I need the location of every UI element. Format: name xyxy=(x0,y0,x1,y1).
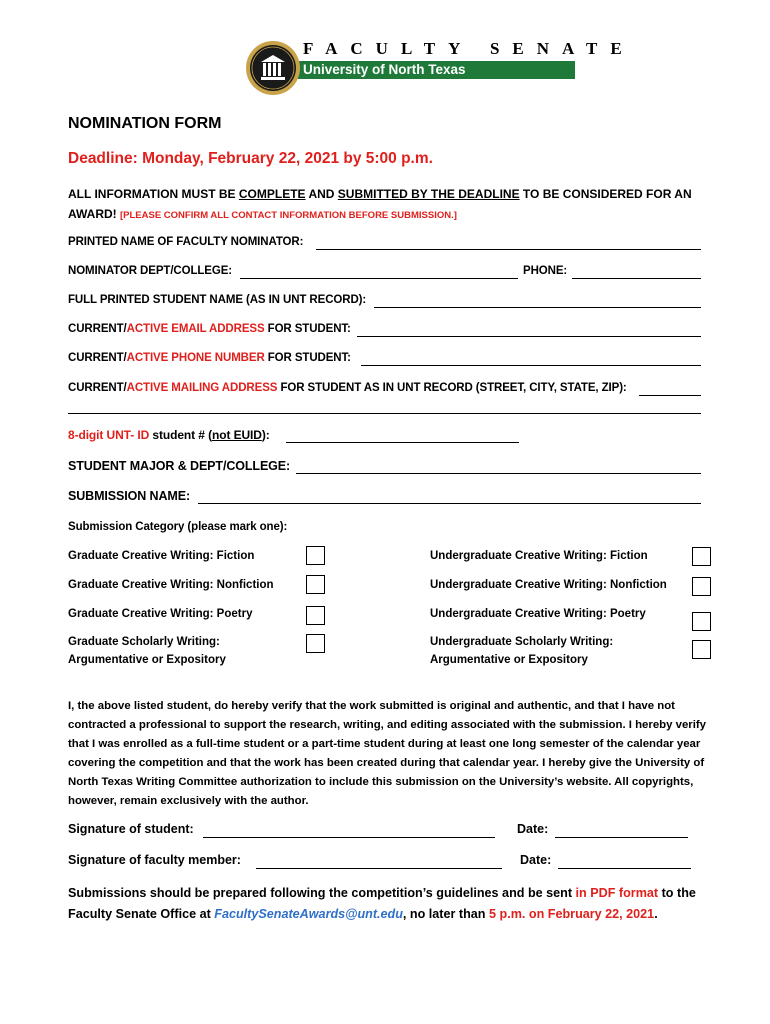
footer-part4: . xyxy=(654,907,658,921)
category-ugrad-poetry-label: Undergraduate Creative Writing: Poetry xyxy=(430,608,646,620)
notice xyxy=(68,184,733,226)
footer-part2: to the Faculty Senate Office at xyxy=(68,886,696,921)
student-phone-line[interactable] xyxy=(361,365,701,366)
phone-red: ACTIVE PHONE NUMBER xyxy=(126,352,265,364)
mail-red: ACTIVE MAILING ADDRESS xyxy=(126,382,278,394)
notice-part1: ALL INFORMATION MUST BE xyxy=(68,187,239,201)
attestation-paragraph: I, the above listed student, do hereby verify that the work submitted is original and authentic, and that I have not contracted a professional to support the research, writing, and editing associated with the submission. I hereby verify that I was enrolled as a full-time student or a part-time student during at least one long semester of the calendar year covering the competition and that the work has been created during that calendar year. I hereby give the University of North Texas Writing Committee authorization to include this submission on the University’s website. All copyrights, however, remain exclusively with the author. xyxy=(68,700,707,807)
email-red: ACTIVE EMAIL ADDRESS xyxy=(126,323,265,335)
email-post: FOR STUDENT: xyxy=(264,323,351,335)
category-grad-scholarly-checkbox[interactable] xyxy=(306,634,325,653)
grad-scholarly-line2: Argumentative or Expository xyxy=(68,654,226,666)
major-line[interactable] xyxy=(296,473,701,474)
id-red: 8-digit UNT- ID xyxy=(68,428,150,442)
student-phone-label xyxy=(68,352,351,364)
student-email-line[interactable] xyxy=(357,336,701,337)
nominator-dept-line[interactable] xyxy=(240,278,518,279)
faculty-signature-line[interactable] xyxy=(256,868,502,869)
category-grad-scholarly-label xyxy=(68,633,226,669)
nominator-dept-label: NOMINATOR DEPT/COLLEGE: xyxy=(68,265,233,277)
nominator-name-line[interactable] xyxy=(316,249,701,250)
header-title-line2: University of North Texas xyxy=(303,62,466,77)
category-ugrad-scholarly-label xyxy=(430,633,613,669)
id-not-euid: not EUID xyxy=(211,428,262,442)
mail-pre: CURRENT/ xyxy=(68,382,127,394)
notice-part3: TO BE CONSIDERED FOR AN AWARD! xyxy=(68,187,692,221)
category-heading: Submission Category (please mark one): xyxy=(68,521,288,533)
id-mid: student # ( xyxy=(149,428,212,442)
footer-deadline: 5 p.m. on February 22, 2021 xyxy=(489,907,655,921)
unt-id-line[interactable] xyxy=(286,442,519,443)
deadline: Deadline: Monday, February 22, 2021 by 5:00 p.m. xyxy=(68,150,433,167)
footer-pdf: in PDF format xyxy=(575,886,659,900)
category-ugrad-nonfiction-checkbox[interactable] xyxy=(692,577,711,596)
email-pre: CURRENT/ xyxy=(68,323,127,335)
category-grad-nonfiction-label: Graduate Creative Writing: Nonfiction xyxy=(68,579,274,591)
notice-part2: AND xyxy=(305,187,338,201)
id-post: ): xyxy=(261,428,270,442)
category-ugrad-poetry-checkbox[interactable] xyxy=(692,612,711,631)
category-grad-fiction-checkbox[interactable] xyxy=(306,546,325,565)
student-date-label: Date: xyxy=(517,822,549,836)
student-mailing-line-2[interactable] xyxy=(68,413,701,414)
category-ugrad-nonfiction-label: Undergraduate Creative Writing: Nonfiction xyxy=(430,579,667,591)
notice-complete: COMPLETE xyxy=(238,187,306,201)
ugrad-scholarly-line1: Undergraduate Scholarly Writing: xyxy=(430,636,614,648)
faculty-date-label: Date: xyxy=(520,853,552,867)
grad-scholarly-line1: Graduate Scholarly Writing: xyxy=(68,636,220,648)
student-signature-line[interactable] xyxy=(203,837,495,838)
footer-part1: Submissions should be prepared following the competition’s guidelines and be sent xyxy=(68,886,576,900)
unt-id-label xyxy=(68,428,270,442)
nominator-name-label: PRINTED NAME OF FACULTY NOMINATOR: xyxy=(68,236,304,248)
faculty-signature-label: Signature of faculty member: xyxy=(68,853,241,867)
submission-name-line[interactable] xyxy=(198,503,701,504)
phone-pre: CURRENT/ xyxy=(68,352,127,364)
category-ugrad-fiction-checkbox[interactable] xyxy=(692,547,711,566)
mail-post: FOR STUDENT AS IN UNT RECORD (STREET, CITY, STATE, ZIP): xyxy=(277,382,627,394)
notice-submitted: SUBMITTED BY THE DEADLINE xyxy=(337,187,520,201)
student-mailing-label xyxy=(68,382,627,394)
category-grad-fiction-label: Graduate Creative Writing: Fiction xyxy=(68,550,255,562)
category-grad-poetry-label: Graduate Creative Writing: Poetry xyxy=(68,608,253,620)
header xyxy=(245,38,635,100)
phone-line[interactable] xyxy=(572,278,701,279)
category-grad-poetry-checkbox[interactable] xyxy=(306,606,325,625)
student-signature-label: Signature of student: xyxy=(68,822,194,836)
footer-part3: , no later than xyxy=(402,907,489,921)
form-title: NOMINATION FORM xyxy=(68,115,222,132)
student-name-label: FULL PRINTED STUDENT NAME (AS IN UNT RECORD): xyxy=(68,294,367,306)
submission-name-label: SUBMISSION NAME: xyxy=(68,489,191,503)
student-name-line[interactable] xyxy=(374,307,701,308)
faculty-date-line[interactable] xyxy=(558,868,691,869)
student-email-label xyxy=(68,323,351,335)
notice-confirm: [PLEASE CONFIRM ALL CONTACT INFORMATION BEFORE SUBMISSION.] xyxy=(120,210,457,221)
header-title-line1: FACULTY SENATE xyxy=(303,39,635,58)
footer-email-link[interactable]: FacultySenateAwards@unt.edu xyxy=(214,907,403,921)
student-date-line[interactable] xyxy=(555,837,688,838)
submission-instructions xyxy=(68,883,733,925)
category-ugrad-scholarly-checkbox[interactable] xyxy=(692,640,711,659)
phone-label: PHONE: xyxy=(523,265,568,277)
ugrad-scholarly-line2: Argumentative or Expository xyxy=(430,654,588,666)
student-mailing-line-1[interactable] xyxy=(639,395,701,396)
major-label: STUDENT MAJOR & DEPT/COLLEGE: xyxy=(68,459,291,473)
unt-seal-icon xyxy=(245,40,301,96)
category-ugrad-fiction-label: Undergraduate Creative Writing: Fiction xyxy=(430,550,648,562)
phone-post: FOR STUDENT: xyxy=(264,352,351,364)
category-grad-nonfiction-checkbox[interactable] xyxy=(306,575,325,594)
